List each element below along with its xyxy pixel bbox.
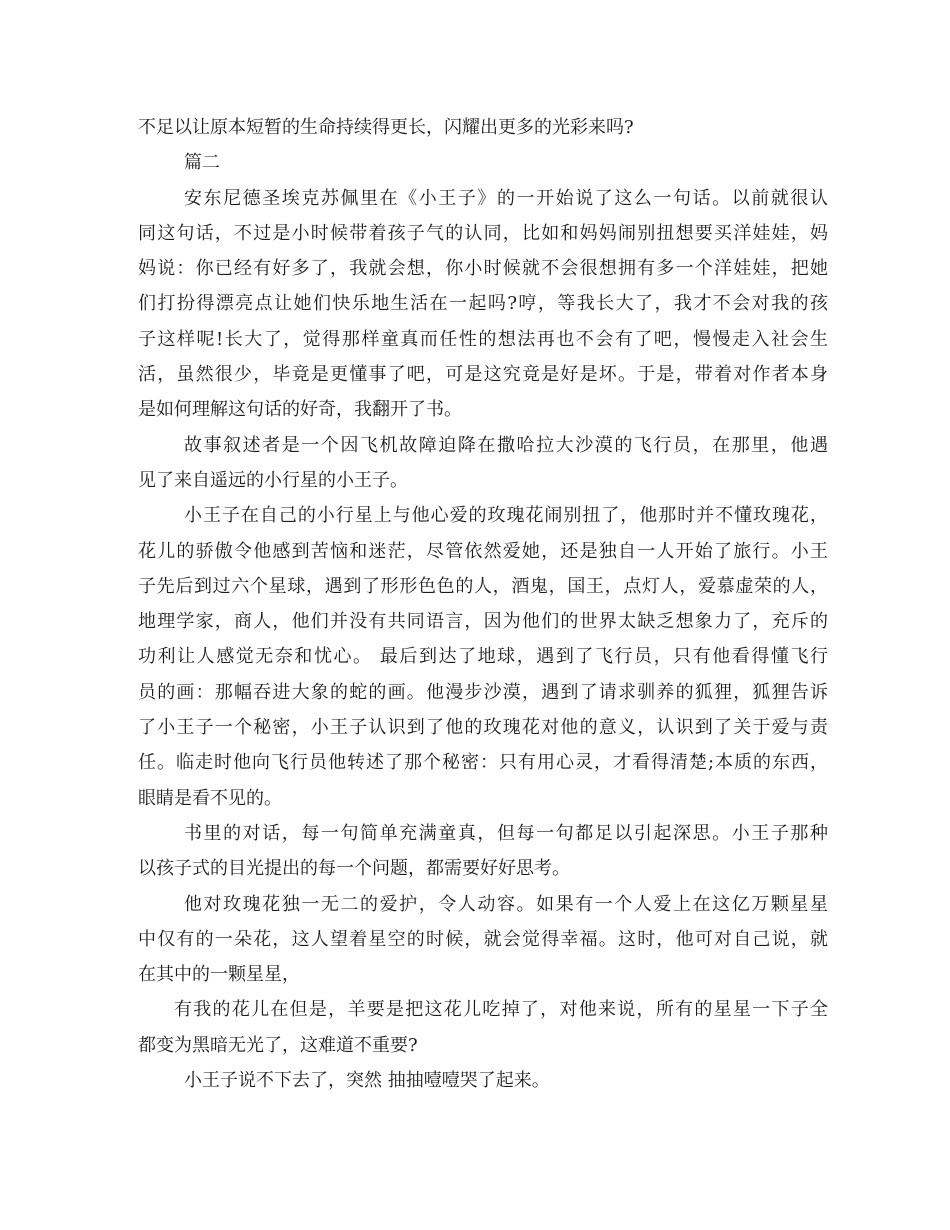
text-line: 活，虽然很少，毕竟是更懂事了吧，可是这究竟是好是坏。于是，带着对作者本身 bbox=[138, 364, 828, 386]
text-line: 花儿的骄傲令他感到苦恼和迷茫，尽管依然爱她，还是独自一人开始了旅行。小王 bbox=[138, 540, 828, 562]
text-line: 同这句话，不过是小时候带着孩子气的认同，比如和妈妈闹别扭想要买洋娃娃，妈 bbox=[138, 222, 828, 244]
text-line: 在其中的一颗星星， bbox=[138, 964, 300, 986]
text-line: 不足以让原本短暂的生命持续得更长，闪耀出更多的光彩来吗? bbox=[138, 117, 634, 138]
document-body bbox=[138, 110, 828, 1098]
text-line: 功利让人感觉无奈和忧心。 最后到达了地球，遇到了飞行员，只有他看得懂飞行 bbox=[138, 646, 828, 668]
text-line: 是如何理解这句话的好奇，我翻开了书。 bbox=[138, 399, 462, 421]
text-line: 篇二 bbox=[184, 152, 220, 174]
text-line: 地理学家，商人，他们并没有共同语言，因为他们的世界太缺乏想象力了，充斥的 bbox=[138, 611, 828, 633]
text-line: 子先后到过六个星球，遇到了形形色色的人，酒鬼，国王，点灯人，爱慕虚荣的人， bbox=[138, 575, 828, 597]
text-line: 眼睛是看不见的。 bbox=[138, 787, 282, 809]
text-line: 任。临走时他向飞行员他转述了那个秘密：只有用心灵，才看得清楚;本质的东西， bbox=[138, 752, 828, 774]
text-line: 小王子说不下去了，突然 抽抽噎噎哭了起来。 bbox=[184, 1070, 550, 1092]
text-line: 中仅有的一朵花，这人望着星空的时候，就会觉得幸福。这时，他可对自己说，就 bbox=[138, 928, 828, 950]
text-line: 妈说：你已经有好多了，我就会想，你小时候就不会很想拥有多一个洋娃娃，把她 bbox=[138, 258, 828, 280]
text-line: 们打扮得漂亮点让她们快乐地生活在一起吗?哼，等我长大了，我才不会对我的孩 bbox=[138, 293, 828, 315]
text-line: 见了来自遥远的小行星的小王子。 bbox=[138, 469, 408, 491]
text-line: 了小王子一个秘密，小王子认识到了他的玫瑰花对他的意义，认识到了关于爱与责 bbox=[138, 717, 828, 739]
text-line: 有我的花儿在但是，羊要是把这花儿吃掉了，对他来说，所有的星星一下子全 bbox=[174, 999, 828, 1021]
text-line: 故事叙述者是一个因飞机故障迫降在撒哈拉大沙漠的飞行员，在那里，他遇 bbox=[184, 434, 828, 456]
text-line: 安东尼德圣埃克苏佩里在《小王子》的一开始说了这么一句话。以前就很认 bbox=[184, 187, 828, 209]
text-line: 子这样呢!长大了，觉得那样童真而任性的想法再也不会有了吧，慢慢走入社会生 bbox=[138, 328, 828, 350]
text-line: 书里的对话，每一句简单充满童真，但每一句都足以引起深思。小王子那种 bbox=[184, 822, 828, 844]
text-line: 以孩子式的目光提出的每一个问题，都需要好好思考。 bbox=[138, 858, 570, 880]
text-line: 他对玫瑰花独一无二的爱护，令人动容。如果有一个人爱上在这亿万颗星星 bbox=[184, 893, 828, 915]
text-line: 都变为黑暗无光了，这难道不重要? bbox=[138, 1034, 418, 1056]
text-line: 员的画：那幅吞进大象的蛇的画。他漫步沙漠，遇到了请求驯养的狐狸，狐狸告诉 bbox=[138, 681, 828, 703]
text-line: 小王子在自己的小行星上与他心爱的玫瑰花闹别扭了，他那时并不懂玫瑰花， bbox=[184, 505, 828, 527]
